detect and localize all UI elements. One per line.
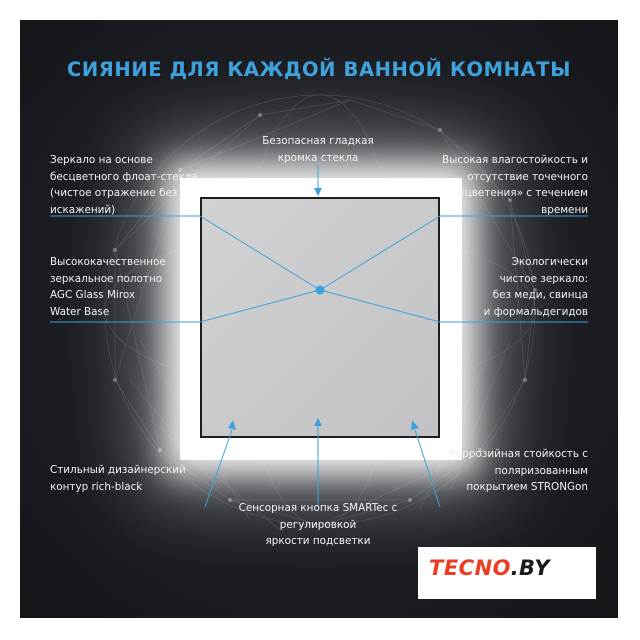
feature-mid-right: Экологически чистое зеркало: без меди, свинца и формальдегидов [483,256,588,318]
feature-bottom-center: Сенсорная кнопка SMARTec с регулировкой яркости подсветки [238,502,398,547]
banner [20,20,618,618]
mirror-illustration [200,197,440,438]
feature-top-center: Безопасная гладкая кромка стекла [262,135,374,164]
feature-bottom-left: Стильный дизайнерский контур rich-black [50,464,186,493]
feature-top-right: Высокая влагостойкость и отсутствие точечного «цветения» с течением времени [441,154,588,216]
page-title: СИЯНИЕ ДЛЯ КАЖДОЙ ВАННОЙ КОМНАТЫ [66,58,572,81]
feature-top-left: Зеркало на основе бесцветного флоат-стекла (чистое отражение без искажений) [50,154,198,216]
feature-mid-left: Высококачественное зеркальное полотно AGC Glass Mirox Water Base [50,256,166,318]
feature-bottom-right: Коррозийная стойкость с поляризованным покрытием STRONGon [448,448,588,493]
brand-logo-text: TECNO.BY [429,556,551,580]
brand-logo[interactable] [418,547,596,599]
